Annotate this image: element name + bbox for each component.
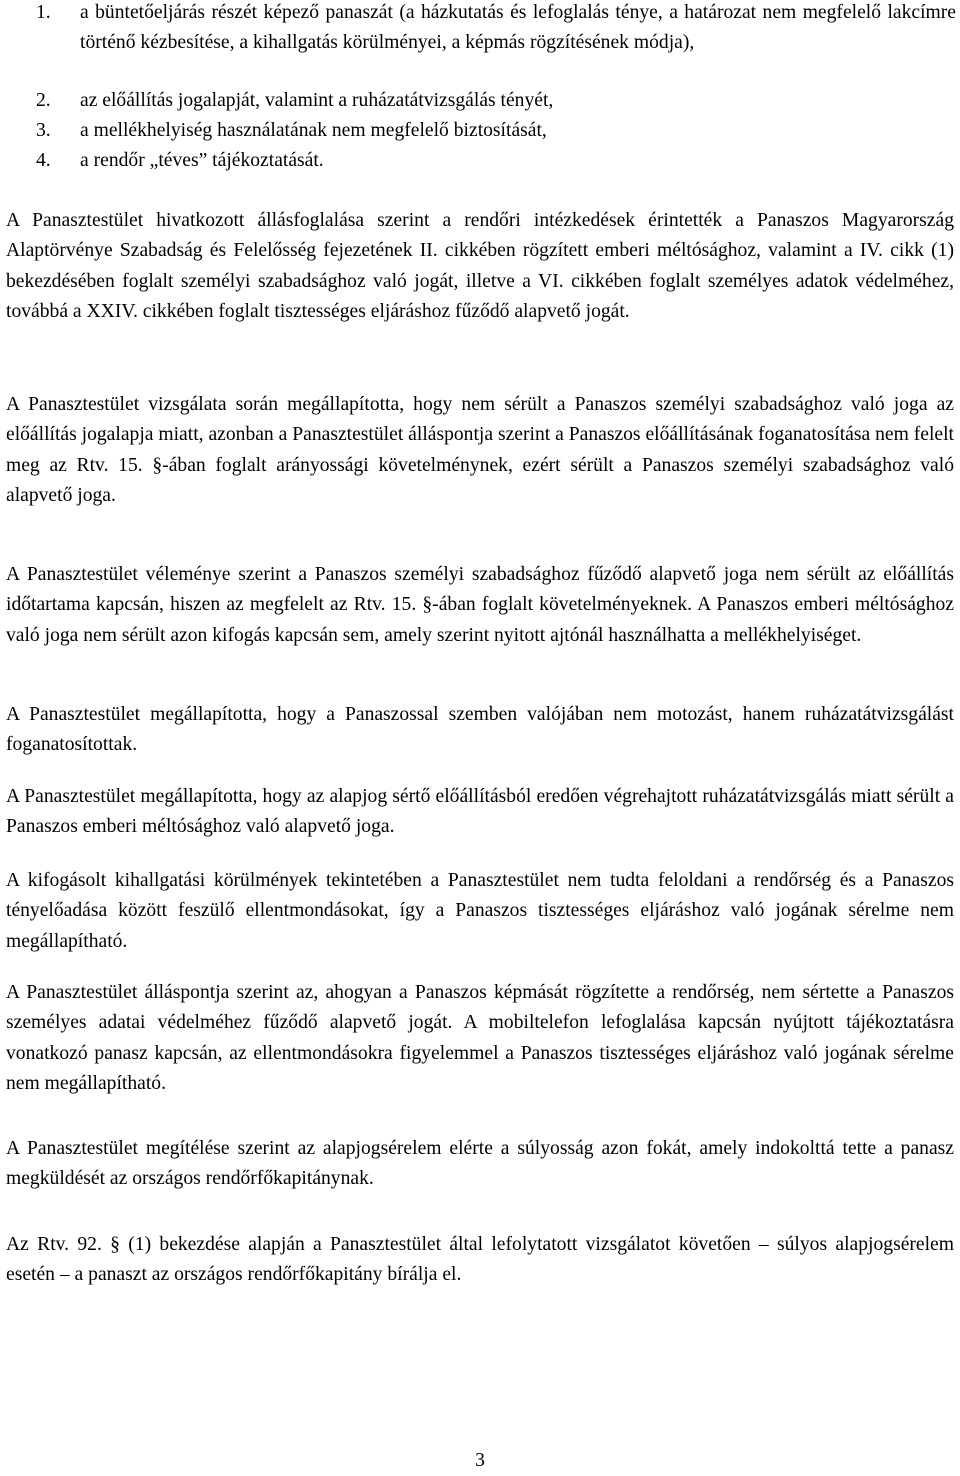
list-item-number: 1. bbox=[36, 2, 51, 23]
paragraph: A Panasztestület megítélése szerint az alapjogsérelem elérte a súlyosság azon fokát, amely indokolttá tette a panasz megküldését az országos rendőrfőkapitánynak. bbox=[6, 1138, 954, 1190]
paragraph: A Panasztestület hivatkozott állásfoglalása szerint a rendőri intézkedések érintették a Panaszos Magyarország Alaptörvénye Szabadság és Felelősség fejezetének II. cikkében rögzített emberi méltósághoz, valamint a IV. cikk (1) bekezdésében foglalt személyi szabadsághoz való jogát, illetve a VI. cikkében foglalt személyes adatok védelméhez, továbbá a XXIV. cikkében foglalt tisztességes eljáráshoz fűződő alapvető jogát. bbox=[6, 210, 954, 323]
list-item bbox=[36, 146, 956, 176]
list-item-number: 3. bbox=[36, 120, 51, 141]
paragraph: A kifogásolt kihallgatási körülmények tekintetében a Panasztestület nem tudta feloldani a rendőrség és a Panaszos tényelőadása között feszülő ellentmondásokat, így a Panaszos tisztességes eljáráshoz való jogának sérelme nem megállapítható. bbox=[6, 870, 954, 952]
list-item-text: a rendőr „téves” tájékoztatását. bbox=[80, 150, 324, 171]
list-item-number: 4. bbox=[36, 150, 51, 171]
paragraph: A Panasztestület megállapította, hogy a Panaszossal szemben valójában nem motozást, hanem ruházatátvizsgálást foganatosítottak. bbox=[6, 704, 954, 756]
paragraph: Az Rtv. 92. § (1) bekezdése alapján a Panasztestület által lefolytatott vizsgálatot követően – súlyos alapjogsérelem esetén – a panaszt az országos rendőrfőkapitány bírálja el. bbox=[6, 1234, 954, 1286]
list-item-text: az előállítás jogalapját, valamint a ruházatátvizsgálás tényét, bbox=[80, 90, 554, 111]
list-item-text: a büntetőeljárás részét képező panaszát (a házkutatás és lefoglalás ténye, a határozat nem megfelelő lakcímre történő kézbesítése, a kihallgatás körülményei, a képmás rögzítésének módja), bbox=[80, 2, 956, 54]
paragraph: A Panasztestület álláspontja szerint az, ahogyan a Panaszos képmását rögzítette a rendőrség, nem sértette a Panaszos személyes adatai védelméhez fűződő alapvető jogát. A mobiltelefon lefoglalása kapcsán nyújtott tájékoztatásra vonatkozó panasz kapcsán, az ellentmondásokra figyelemmel a Panaszos tisztességes eljáráshoz való jogának sérelme nem megállapítható. bbox=[6, 982, 954, 1095]
list-item-number: 2. bbox=[36, 90, 51, 111]
page-number: 3 bbox=[475, 1450, 485, 1471]
paragraph: A Panasztestület megállapította, hogy az alapjog sértő előállításból eredően végrehajtott ruházatátvizsgálás miatt sérült a Panaszos emberi méltósághoz való alapvető joga. bbox=[6, 786, 954, 838]
list-item-text: a mellékhelyiség használatának nem megfelelő biztosítását, bbox=[80, 120, 547, 141]
list-item bbox=[36, 116, 956, 146]
list-item bbox=[36, 0, 956, 59]
paragraph: A Panasztestület vizsgálata során megállapította, hogy nem sérült a Panaszos személyi szabadsághoz való joga az előállítás jogalapja miatt, azonban a Panasztestület álláspontja szerint a Panaszos előállításának foganatosítása nem felelt meg az Rtv. 15. §-ában foglalt arányossági követelménynek, ezért sérült a Panaszos személyi szabadsághoz való alapvető joga. bbox=[6, 394, 954, 507]
paragraph: A Panasztestület véleménye szerint a Panaszos személyi szabadsághoz fűződő alapvető joga nem sérült az előállítás időtartama kapcsán, hiszen az megfelelt az Rtv. 15. §-ában foglalt követelményeknek. A Panaszos emberi méltósághoz való joga nem sérült azon kifogás kapcsán sem, amely szerint nyitott ajtónál használhatta a mellékhelyiséget. bbox=[6, 564, 954, 646]
list-item bbox=[36, 86, 956, 116]
